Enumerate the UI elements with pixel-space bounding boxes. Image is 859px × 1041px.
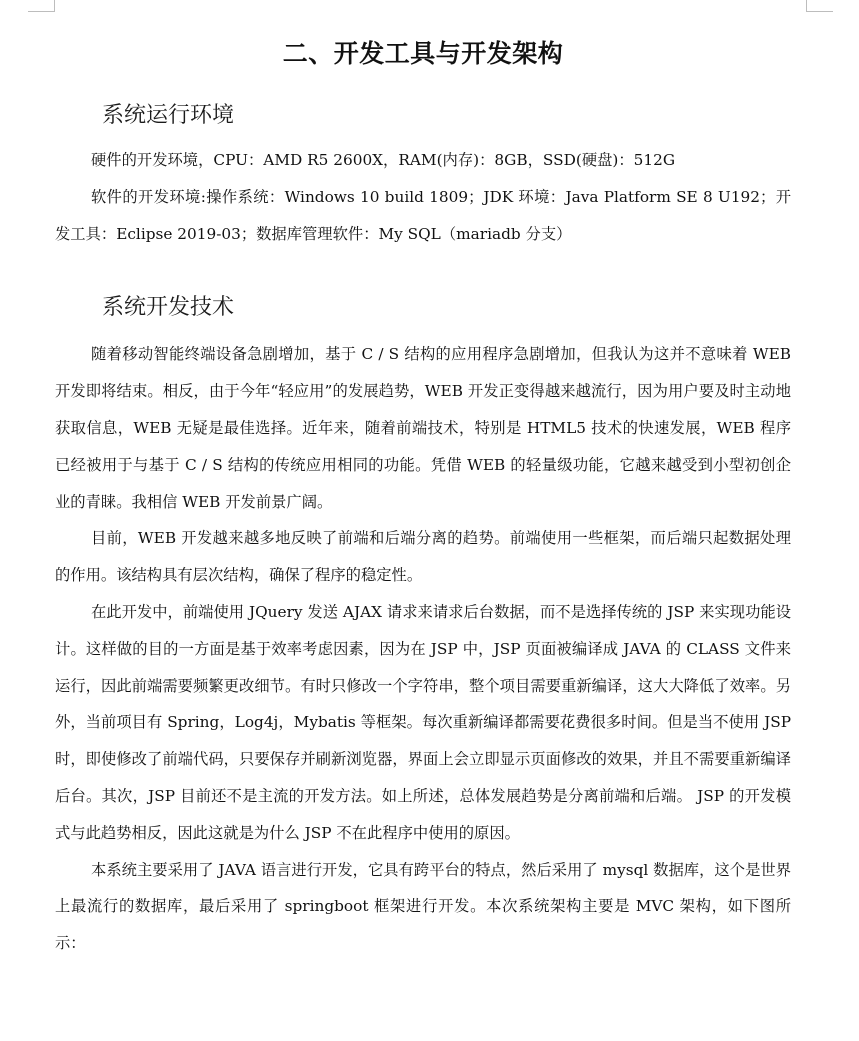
paragraph-frontend-backend-separation: 目前，WEB 开发越来越多地反映了前端和后端分离的趋势。前端使用一些框架，而后端只起数据处理的作用。该结构具有层次结构，确保了程序的稳定性。 xyxy=(55,529,791,585)
paragraph-ajax-jsp-choice: 在此开发中，前端使用 JQuery 发送 AJAX 请求来请求后台数据，而不是选择传统的 JSP 来实现功能设计。这样做的目的一方面是基于效率考虑因素，因为在 JSP 中，JSP 页面被编译成 JAVA 的 CLASS 文件来运行，因此前端需要频繁更改细节。有时只修改一个字符串，整个项目需要重新编译，这大大降低了效率。另外，当前项目有 Spring，Log4j，Mybatis 等框架。每次重新编译都需要花费很多时间。但是当不使用 JSP 时，即使修改了前端代码，只要保存并刷新浏览器，界面上会立即显示页面修改的效果，并且不需要重新编译后台。其次，JSP 目前还不是主流的开发方法。如上所述，总体发展趋势是分离前端和后端。 JSP 的开发模式与此趋势相反，因此这就是为什么 JSP 不在此程序中使用的原因。 xyxy=(55,602,791,842)
chapter-title: 二、开发工具与开发架构 xyxy=(282,39,564,68)
document-content xyxy=(55,34,791,962)
section-heading-runtime-environment: 系统运行环境 xyxy=(102,103,235,128)
section-development-technology-body xyxy=(55,336,791,962)
paragraph-web-development-trend: 随着移动智能终端设备急剧增加，基于 C / S 结构的应用程序急剧增加，但我认为这并不意味着 WEB 开发即将结束。相反，由于今年“轻应用”的发展趋势，WEB 开发正变得越来越流行，因为用户要及时主动地获取信息，WEB 无疑是最佳选择。近年来，随着前端技术，特别是 HTML5 技术的快速发展，WEB 程序已经被用于与基于 C / S 结构的传统应用相同的功能。凭借 WEB 的轻量级功能，它越来越受到小型初创企业的青睐。我相信 WEB 开发前景广阔。 xyxy=(55,345,791,511)
paragraph-system-architecture: 本系统主要采用了 JAVA 语言进行开发，它具有跨平台的特点，然后采用了 mysql 数据库，这个是世界上最流行的数据库，最后采用了 springboot 框架进行开发。本次系统架构主要是 MVC 架构，如下图所示： xyxy=(55,860,791,953)
section-heading-development-technology: 系统开发技术 xyxy=(102,295,235,321)
paragraph-hardware-environment: 硬件的开发环境，CPU：AMD R5 2600X，RAM(内存)：8GB，SSD(硬盘)：512G xyxy=(91,151,676,169)
paragraph-software-environment: 软件的开发环境:操作系统：Windows 10 build 1809；JDK 环境：Java Platform SE 8 U192；开发工具：Eclipse 2019-03；数据库管理软件：My SQL（mariadb 分支） xyxy=(55,187,791,243)
page-corner-mark-top-left xyxy=(28,0,55,12)
section-runtime-environment-body xyxy=(55,142,791,252)
page-corner-mark-top-right xyxy=(806,0,833,12)
